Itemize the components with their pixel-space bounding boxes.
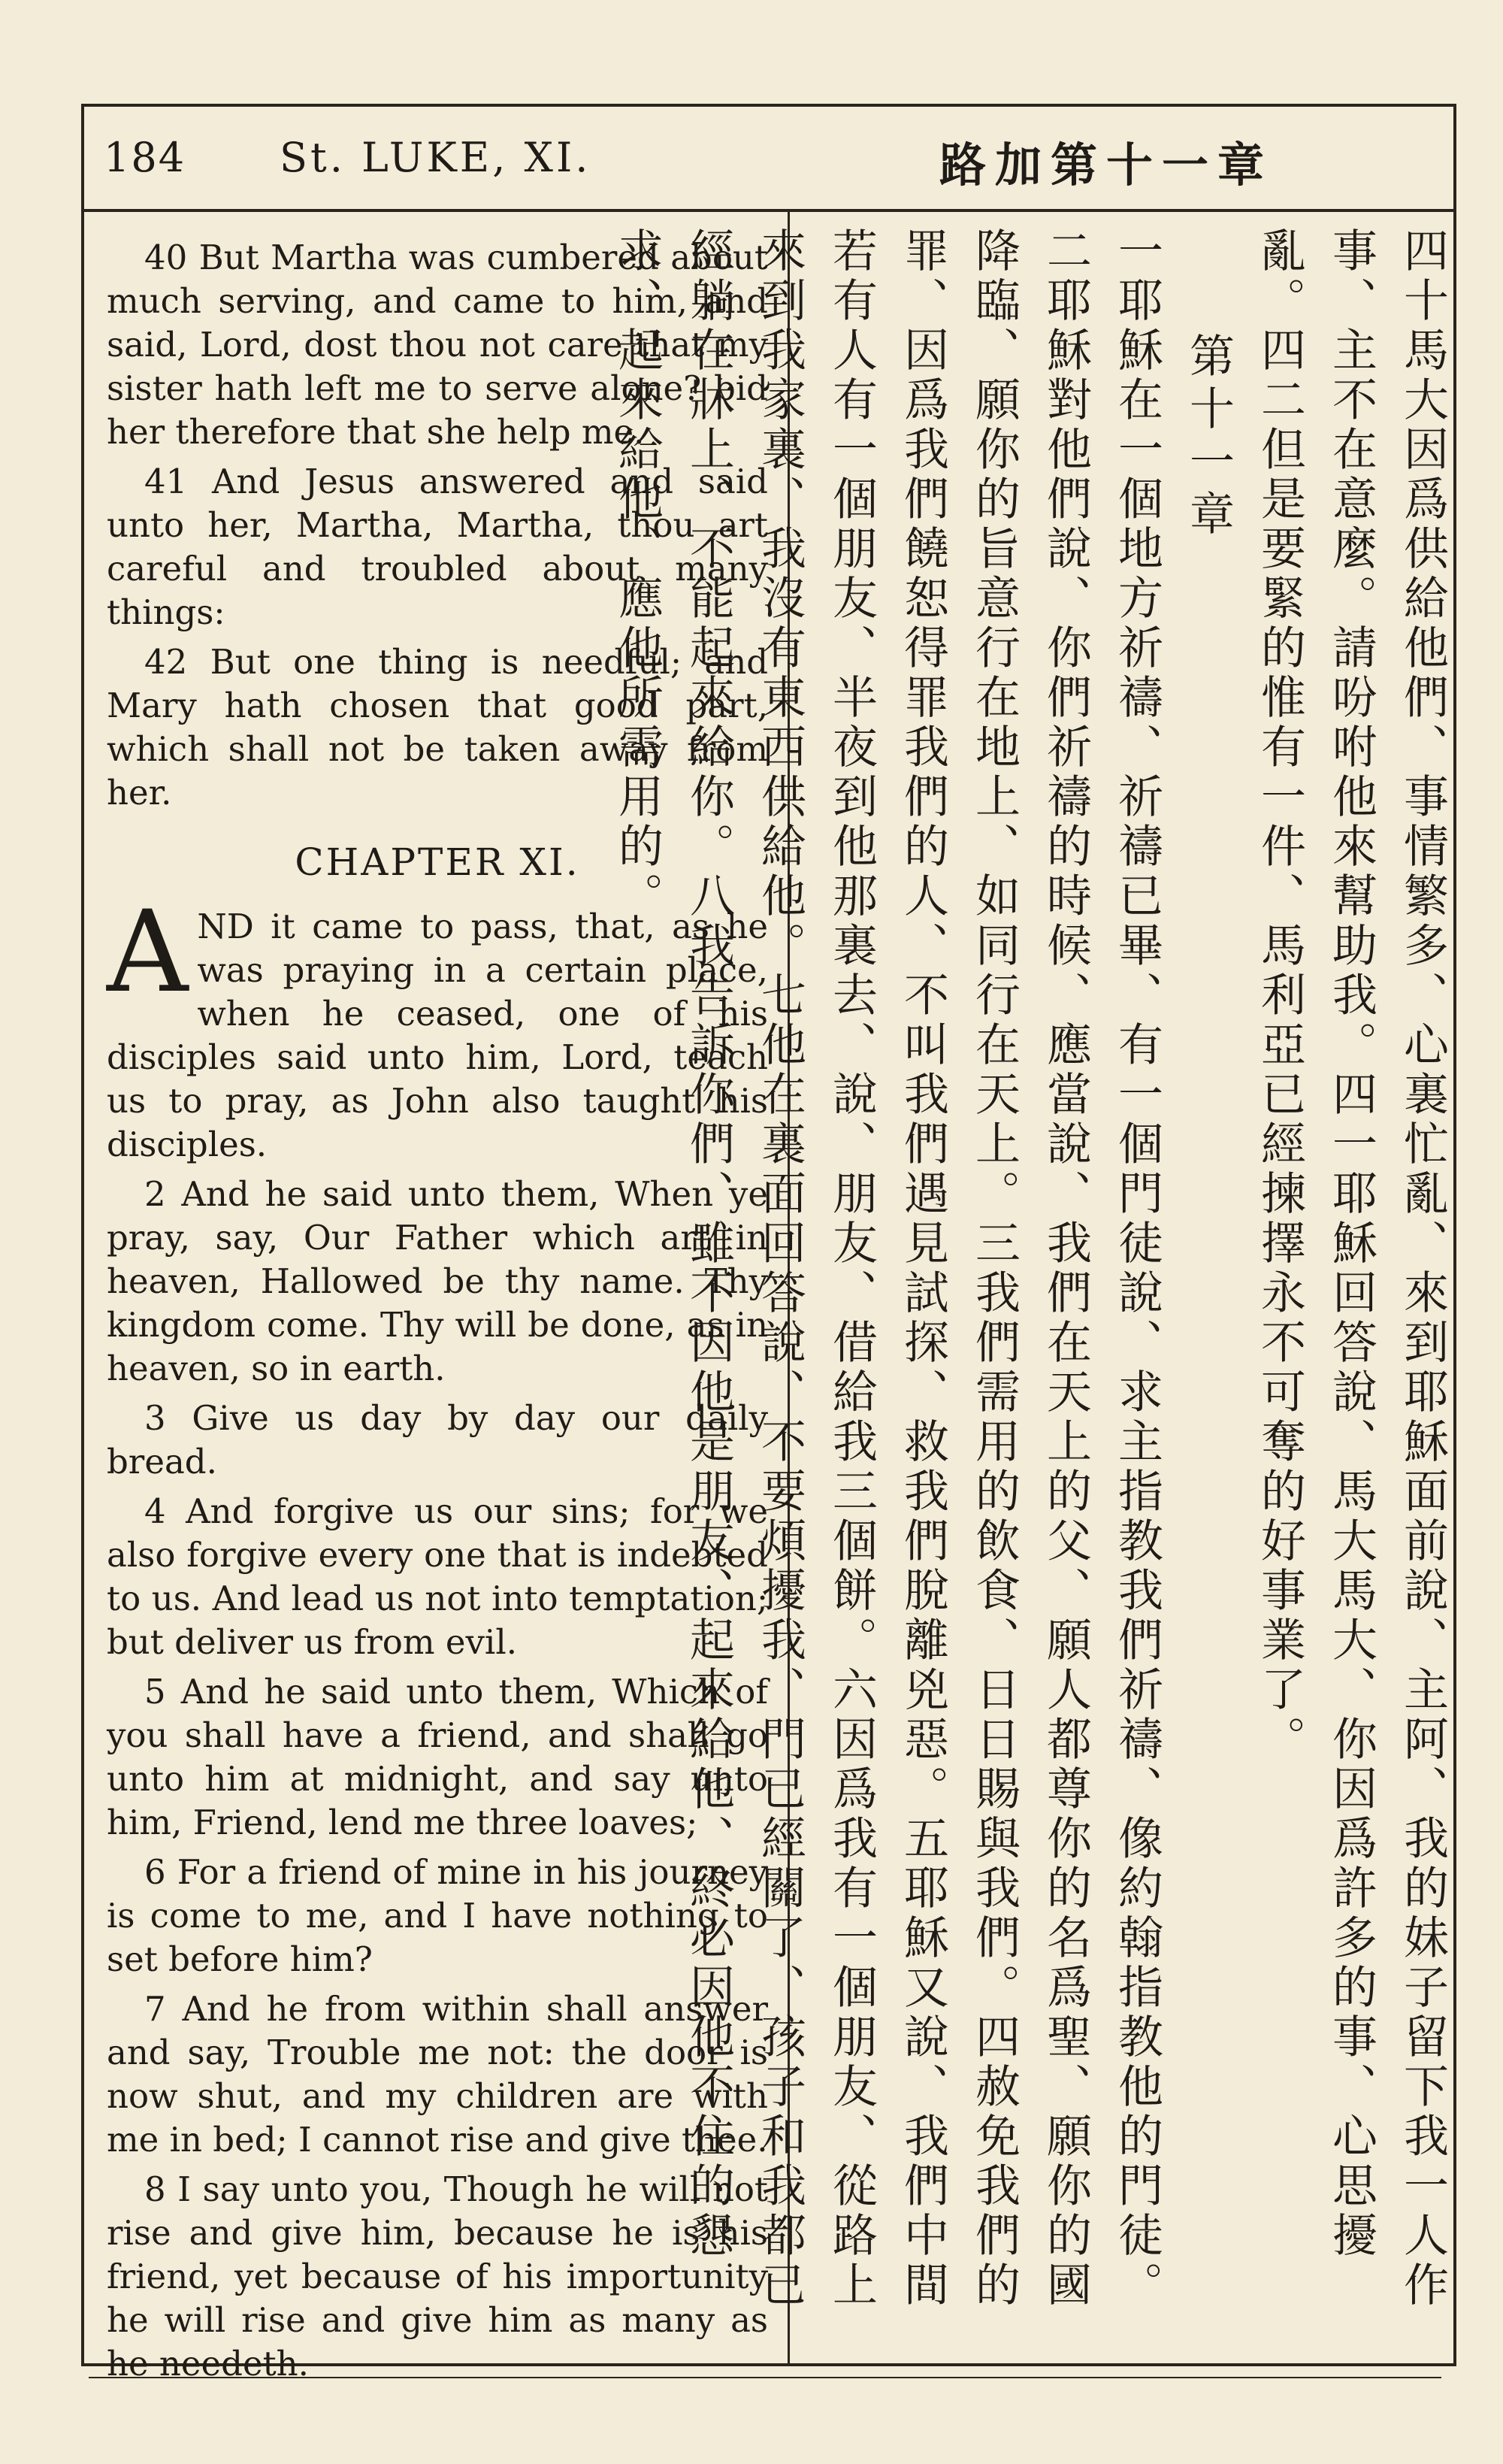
bottom-rule bbox=[89, 2377, 1441, 2378]
page-number: 184 bbox=[104, 134, 186, 181]
page-frame bbox=[81, 104, 1456, 2384]
page-header bbox=[84, 107, 1453, 212]
chinese-passage-luke-11: 一耶穌在一個地方祈禱、祈禱已畢、有一個門徒說、求主指教我們祈禱、像約翰指教他的門徒。二耶穌對他們說、你們祈禱的時候、應當說、我們在天上的父、願人都尊你的名爲聖、願你的國降臨、願你的旨意行在地上、如同行在天上。三我們需用的飲食、日日賜與我們。四赦免我們的罪、因爲我們饒恕得罪我們的人、不叫我們遇見試探、救我們脫離兇惡。五耶穌又說、我們中間若有人有一個朋友、半夜到他那裏去、說、朋友、借給我三個餅。六因爲我有一個朋友、從路上來到我家裏、我沒有東西供給他。七他在裏面回答說、不要煩擾我、門已經關了、孩子和我都已經躺在牀上、不能起來給你。八我告訴你們、雖不因他是朋友、起來給他、終必因他不住的懇求、起來給他、應他所需用的。 bbox=[611, 227, 1163, 2311]
verse-7: 7 And he from within shall answer and say, Trouble me not: the door is now shut, and my children are with me in bed; I cannot rise and give thee. bbox=[107, 1989, 768, 2160]
verse-4: 4 And forgive us our sins; for we also forgive every one that is indebted to us. And lead us not into temptation; but deliver us from evil. bbox=[107, 1491, 768, 1662]
verse-42: 42 But one thing is needful; and Mary hath chosen that good part, which shall not be taken away from her. bbox=[107, 642, 768, 813]
running-head: St. LUKE, XI. bbox=[280, 134, 591, 181]
chinese-column bbox=[611, 227, 1458, 2354]
verse-40: 40 But Martha was cumbered about much serving, and came to him, and said, Lord, dost thou not care that my sister hath left me to serve alone? bid her therefore that she help me. bbox=[107, 238, 768, 452]
chinese-passage-luke-10: 四十馬大因爲供給他們、事情繁多、心裏忙亂、來到耶穌面前說、主阿、我的妹子留下我一人作事、主不在意麼。請吩咐他來幫助我。四一耶穌回答說、馬大馬大、你因爲許多的事、心思擾亂。四二但是要緊的惟有一件、馬利亞已經揀擇永不可奪的好事業了。 bbox=[1254, 227, 1449, 2311]
chapter-heading: CHAPTER XI. bbox=[295, 840, 580, 884]
verse-8: 8 I say unto you, Though he will not rise and give him, because he is his friend, yet because of his importunity he will rise and give him as many as he needeth. bbox=[107, 2169, 768, 2384]
verse-1-text: ND it came to pass, that, as he was praying in a certain place, when he ceased, one of his disciples said unto him, Lord, teach us to pray, as John also taught his disciples. bbox=[107, 907, 768, 1164]
verse-3: 3 Give us day by day our daily bread. bbox=[107, 1398, 768, 1482]
chinese-running-head: 路加第十一章 bbox=[939, 138, 1273, 192]
verse-2: 2 And he said unto them, When ye pray, say, Our Father which art in heaven, Hallowed be thy name. Thy kingdom come. Thy will be done, as in heaven, so in earth. bbox=[107, 1174, 768, 1388]
verse-6: 6 For a friend of mine in his journey is come to me, and I have nothing to set before him? bbox=[107, 1852, 768, 1979]
drop-cap: A bbox=[107, 887, 189, 1018]
verse-41: 41 And Jesus answered and said unto her, Martha, Martha, thou art careful and troubled about many things: bbox=[107, 462, 768, 632]
verse-5: 5 And he said unto them, Which of you shall have a friend, and shall go unto him at midnight, and say unto him, Friend, lend me three loaves; bbox=[107, 1672, 768, 1842]
chinese-chapter-heading: 第十一章 bbox=[1182, 332, 1235, 543]
